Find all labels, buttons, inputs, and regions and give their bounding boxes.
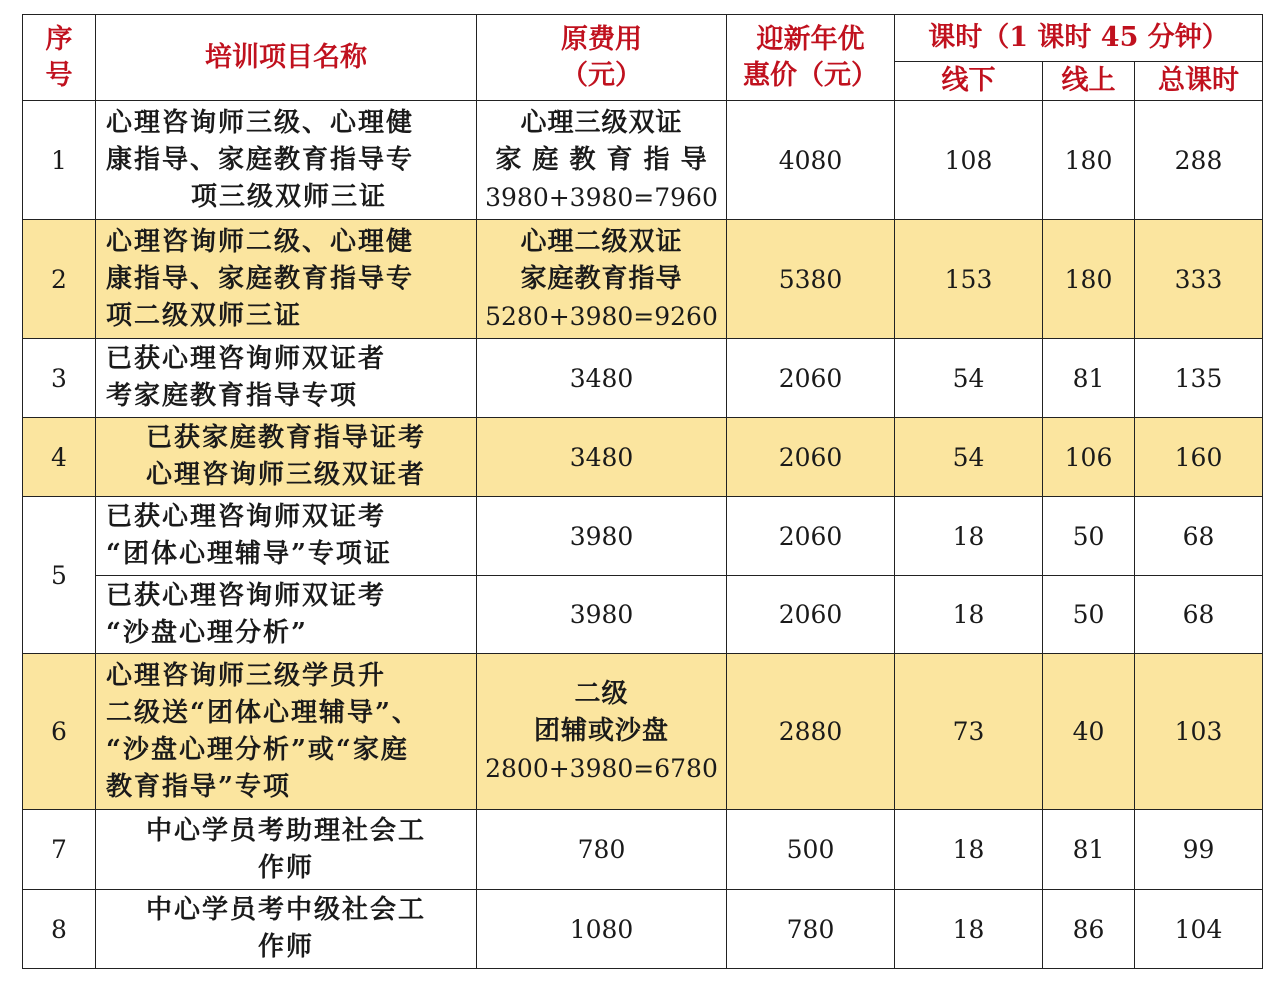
table-row bbox=[23, 497, 1263, 576]
header-online: 线上 bbox=[1043, 62, 1135, 101]
table-row bbox=[23, 654, 1263, 810]
total-hours-cell: 104 bbox=[1135, 890, 1263, 969]
seq-cell: 1 bbox=[23, 101, 96, 220]
promo-price-cell: 2880 bbox=[727, 654, 895, 810]
online-hours-cell: 81 bbox=[1043, 810, 1135, 890]
total-hours-cell: 68 bbox=[1135, 497, 1263, 576]
promo-price-cell: 780 bbox=[727, 890, 895, 969]
offline-hours-cell: 153 bbox=[895, 220, 1043, 339]
header-orig-price: 原费用 （元） bbox=[477, 15, 727, 101]
offline-hours-cell: 18 bbox=[895, 497, 1043, 576]
online-hours-cell: 106 bbox=[1043, 418, 1135, 497]
header-row-top bbox=[23, 15, 1263, 62]
table-row bbox=[23, 418, 1263, 497]
project-name-cell: 已获家庭教育指导证考 心理咨询师三级双证者 bbox=[96, 418, 477, 497]
orig-price-cell: 心理二级双证 家庭教育指导 5280+3980=9260 bbox=[477, 220, 727, 339]
online-hours-cell: 50 bbox=[1043, 497, 1135, 576]
seq-cell: 6 bbox=[23, 654, 96, 810]
total-hours-cell: 160 bbox=[1135, 418, 1263, 497]
promo-price-cell: 2060 bbox=[727, 418, 895, 497]
table-row bbox=[23, 220, 1263, 339]
project-name-cell: 心理咨询师三级学员升 二级送“团体心理辅导”、 “沙盘心理分析”或“家庭 教育指导”专项 bbox=[96, 654, 477, 810]
offline-hours-cell: 18 bbox=[895, 810, 1043, 890]
seq-cell: 2 bbox=[23, 220, 96, 339]
online-hours-cell: 81 bbox=[1043, 339, 1135, 418]
seq-cell: 4 bbox=[23, 418, 96, 497]
promo-price-cell: 2060 bbox=[727, 339, 895, 418]
project-name-cell: 中心学员考助理社会工 作师 bbox=[96, 810, 477, 890]
seq-cell: 3 bbox=[23, 339, 96, 418]
promo-price-cell: 2060 bbox=[727, 576, 895, 654]
online-hours-cell: 40 bbox=[1043, 654, 1135, 810]
total-hours-cell: 135 bbox=[1135, 339, 1263, 418]
online-hours-cell: 86 bbox=[1043, 890, 1135, 969]
promo-price-cell: 5380 bbox=[727, 220, 895, 339]
orig-price-cell: 3980 bbox=[477, 576, 727, 654]
promo-price-cell: 500 bbox=[727, 810, 895, 890]
orig-price-cell: 二级 团辅或沙盘 2800+3980=6780 bbox=[477, 654, 727, 810]
offline-hours-cell: 73 bbox=[895, 654, 1043, 810]
project-name-cell: 已获心理咨询师双证者 考家庭教育指导专项 bbox=[96, 339, 477, 418]
seq-cell: 5 bbox=[23, 497, 96, 654]
project-name-cell: 心理咨询师三级、心理健 康指导、家庭教育指导专 项三级双师三证 bbox=[96, 101, 477, 220]
orig-price-cell: 1080 bbox=[477, 890, 727, 969]
header-total: 总课时 bbox=[1135, 62, 1263, 101]
offline-hours-cell: 108 bbox=[895, 101, 1043, 220]
seq-cell: 7 bbox=[23, 810, 96, 890]
table-row bbox=[23, 101, 1263, 220]
orig-price-cell: 3480 bbox=[477, 339, 727, 418]
offline-hours-cell: 54 bbox=[895, 418, 1043, 497]
header-hours: 课时（1 课时 45 分钟） bbox=[895, 15, 1263, 62]
total-hours-cell: 288 bbox=[1135, 101, 1263, 220]
total-hours-cell: 333 bbox=[1135, 220, 1263, 339]
header-promo-price: 迎新年优 惠价（元） bbox=[727, 15, 895, 101]
header-offline: 线下 bbox=[895, 62, 1043, 101]
promo-price-cell: 2060 bbox=[727, 497, 895, 576]
seq-cell: 8 bbox=[23, 890, 96, 969]
online-hours-cell: 180 bbox=[1043, 101, 1135, 220]
project-name-cell: 已获心理咨询师双证考 “团体心理辅导”专项证 bbox=[96, 497, 477, 576]
table-row bbox=[23, 810, 1263, 890]
header-name: 培训项目名称 bbox=[96, 15, 477, 101]
offline-hours-cell: 54 bbox=[895, 339, 1043, 418]
orig-price-cell: 3980 bbox=[477, 497, 727, 576]
orig-price-cell: 3480 bbox=[477, 418, 727, 497]
table-row bbox=[23, 339, 1263, 418]
project-name-cell: 心理咨询师二级、心理健 康指导、家庭教育指导专 项二级双师三证 bbox=[96, 220, 477, 339]
table-row bbox=[23, 890, 1263, 969]
offline-hours-cell: 18 bbox=[895, 576, 1043, 654]
header-seq: 序 号 bbox=[23, 15, 96, 101]
online-hours-cell: 180 bbox=[1043, 220, 1135, 339]
total-hours-cell: 103 bbox=[1135, 654, 1263, 810]
table-row bbox=[23, 576, 1263, 654]
total-hours-cell: 68 bbox=[1135, 576, 1263, 654]
total-hours-cell: 99 bbox=[1135, 810, 1263, 890]
project-name-cell: 中心学员考中级社会工 作师 bbox=[96, 890, 477, 969]
promo-price-cell: 4080 bbox=[727, 101, 895, 220]
orig-price-cell: 心理三级双证 家 庭 教 育 指 导 3980+3980=7960 bbox=[477, 101, 727, 220]
training-fee-table bbox=[22, 14, 1263, 969]
orig-price-cell: 780 bbox=[477, 810, 727, 890]
offline-hours-cell: 18 bbox=[895, 890, 1043, 969]
online-hours-cell: 50 bbox=[1043, 576, 1135, 654]
project-name-cell: 已获心理咨询师双证考 “沙盘心理分析” bbox=[96, 576, 477, 654]
